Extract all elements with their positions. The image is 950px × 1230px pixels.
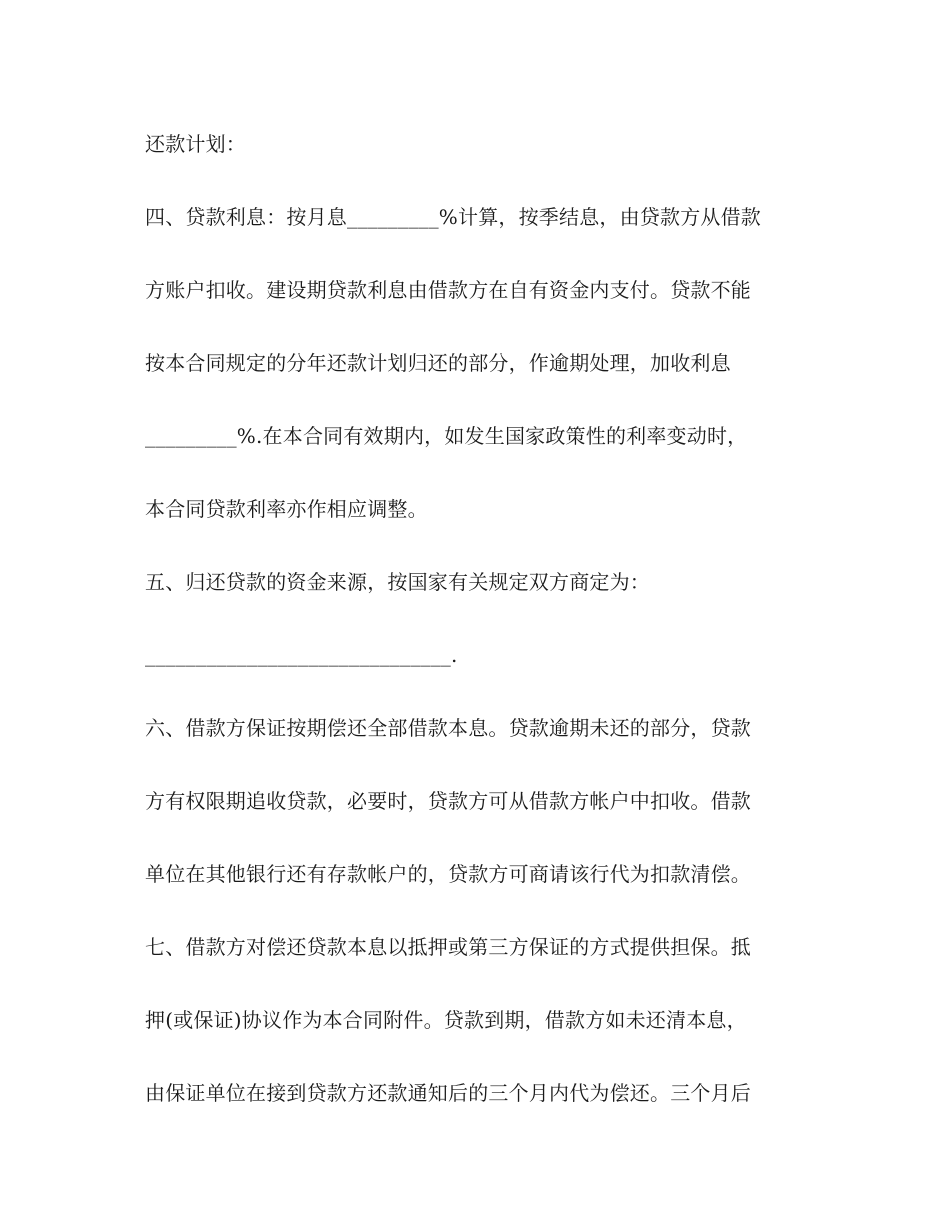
text-line: 由保证单位在接到贷款方还款通知后的三个月内代为偿还。三个月后 <box>145 1081 751 1105</box>
text-line: 五、归还贷款的资金来源，按国家有关规定双方商定为： <box>145 570 650 594</box>
text-line: 四、贷款利息：按月息_________%计算，按季结息，由贷款方从借款 <box>145 205 762 229</box>
text-line: 方有权限期追收贷款，必要时，贷款方可从借款方帐户中扣收。借款 <box>145 789 751 813</box>
text-line: 方账户扣收。建设期贷款利息由借款方在自有资金内支付。贷款不能 <box>145 278 751 302</box>
text-line: _________%.在本合同有效期内，如发生国家政策性的利率变动时， <box>145 424 748 448</box>
text-line: 单位在其他银行还有存款帐户的，贷款方可商请该行代为扣款清偿。 <box>145 862 751 886</box>
text-line: 七、借款方对偿还贷款本息以抵押或第三方保证的方式提供担保。抵 <box>145 935 751 959</box>
text-line: 本合同贷款利率亦作相应调整。 <box>145 497 428 521</box>
text-line: 六、借款方保证按期偿还全部借款本息。贷款逾期未还的部分，贷款 <box>145 716 751 740</box>
text-line: 还款计划： <box>145 132 246 156</box>
text-line: ______________________________. <box>145 643 458 667</box>
text-line: 押(或保证)协议作为本合同附件。贷款到期，借款方如未还清本息， <box>145 1008 747 1032</box>
text-line: 按本合同规定的分年还款计划归还的部分，作逾期处理，加收利息 <box>145 351 731 375</box>
